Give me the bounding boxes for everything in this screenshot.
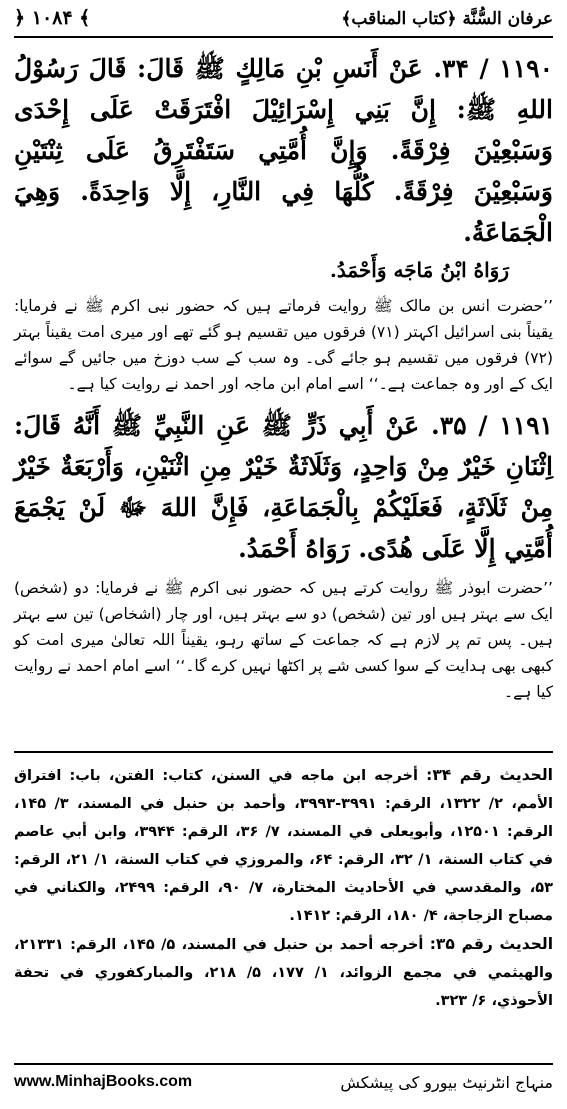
hadith-matn: عَنْ أَبِي ذَرٍّ ﷺ عَنِ النَّبِيِّ ﷺ أَنَّهُ قَالَ: اِثْنَانِ خَيْرٌ مِنْ وَاحِدٍ، وَثَلَاثَةٌ خَيْرٌ مِنِ اثْنَيْنِ، وَأَرْبَعَةٌ خَيْرٌ مِنْ ثَلَاثَةٍ، فَعَلَيْكُمْ بِالْجَمَاعَةِ، فَإِنَّ اللهَ ﷻ لَنْ يَجْمَعَ أُمَّتِي إِلَّا عَلَى هُدًى. رَوَاهُ أَحْمَدُ. [14, 411, 553, 563]
hadith-matn: عَنْ أَنَسِ بْنِ مَالِكٍ ﷺ قَالَ: قَالَ رَسُوْلُ اللهِ ﷺ: إِنَّ بَنِي إِسْرَائِيْلَ افْتَرَقَتْ عَلَى إِحْدَى وَسَبْعِيْنَ فِرْقَةً. وَإِنَّ أُمَّتِي سَتَفْتَرِقُ عَلَى ثِنْتَيْنِ وَسَبْعِيْنَ فِرْقَةً. كُلُّهَا فِي النَّارِ، إِلَّا وَاحِدَةً. وَهِيَ الْجَمَاعَةُ. [14, 54, 553, 247]
page-footer [14, 1063, 553, 1099]
hadith-1191 [14, 405, 553, 705]
footnote-item [14, 930, 553, 1015]
page [14, 0, 553, 1109]
footnote-label: الحديث رقم ۳۴: [426, 766, 553, 784]
footnote-label: الحديث رقم ۳۵: [429, 935, 554, 953]
book-title: عرفان السُّنَّة ﴿كتاب المناقب﴾ [341, 8, 553, 29]
footnote-item [14, 761, 553, 930]
footnote-text: أخرجه أحمد بن حنبل في المسند، ۵/ ۱۴۵، الرقم: ۲۱۳۳۱، والهيثمي في مجمع الزوائد، ۱/ ۱۷۷، ۵/ ۲۱۸، والمباركفوري في تحفة الأحوذي، ۶/ ۳۲۳. [14, 937, 553, 1009]
hadith-riwaya: رَوَاهُ ابْنُ مَاجَه وَأَحْمَدُ. [329, 258, 509, 282]
hadith-arabic-text [14, 48, 553, 253]
page-number: ﴿ ۱۰۸۴ ﴾ [14, 7, 91, 29]
hadith-urdu-translation: ’’حضرت انس بن مالک ﷺ روایت فرماتے ہیں کہ حضور نبی اکرم ﷺ نے فرمایا: یقیناً بنی اسرائیل اکہتر (۷۱) فرقوں میں تقسیم ہو گئے تھے اور میری امت یقیناً بہتر (۷۲) فرقوں میں تقسیم ہو جائے گی۔ وہ سب کے سب دوزخ میں جائیں گے سوائے ایک کے اور وہ جماعت ہے۔‘‘ اسے امام ابن ماجہ اور احمد نے روایت کیا ہے۔ [14, 297, 553, 393]
website-link[interactable]: www.MinhajBooks.com [14, 1073, 193, 1090]
hadith-urdu-translation: ’’حضرت ابوذر ﷺ روایت کرتے ہیں کہ حضور نبی اکرم ﷺ نے فرمایا: دو (شخص) ایک سے بہتر ہیں اور تین (شخص) دو سے بہتر ہیں، اور چار (اشخاص) تین سے بہتر ہیں۔ پس تم پر لازم ہے کہ جماعت کے ساتھ رہو، یقیناً اللہ تعالیٰ میری امت کو کبھی بھی ہدایت کے سوا کسی شے پر اکٹھا نہیں کرے گا۔‘‘ اسے امام احمد نے روایت کیا ہے۔ [14, 579, 553, 701]
page-header [14, 0, 553, 38]
footnote-text: أخرجه ابن ماجه في السنن، كتاب: الفتن، باب: افتراق الأمم، ۲/ ۱۳۲۲، الرقم: ۳۹۹۱-۳۹۹۳، وأحمد بن حنبل في المسند، ۳/ ۱۴۵، الرقم: ۱۲۵۰۱، وأبويعلى في المسند، ۷/ ۳۶، الرقم: ۳۹۴۴، وابن أبي عاصم في كتاب السنة، ۱/ ۳۲، الرقم: ۶۴، والمروزي في كتاب السنة، ۱/ ۲۱، الرقم: ۵۳، والمقدسي في الأحاديث المختارة، ۷/ ۹۰، الرقم: ۲۴۹۹، والكناني في مصباح الزجاجة، ۴/ ۱۸۰، الرقم: ۱۴۱۲. [14, 768, 554, 924]
hadith-1190 [14, 48, 553, 397]
hadith-arabic-text [14, 405, 553, 569]
footnote-divider [14, 751, 553, 753]
hadith-number: ۱۱۹۰ / ۳۴. [433, 54, 553, 83]
footnotes [14, 761, 553, 1015]
publisher-credit: منہاج انٹرنیٹ بیورو کی پیشکش [340, 1072, 553, 1092]
hadith-number: ۱۱۹۱ / ۳۵. [431, 411, 553, 440]
